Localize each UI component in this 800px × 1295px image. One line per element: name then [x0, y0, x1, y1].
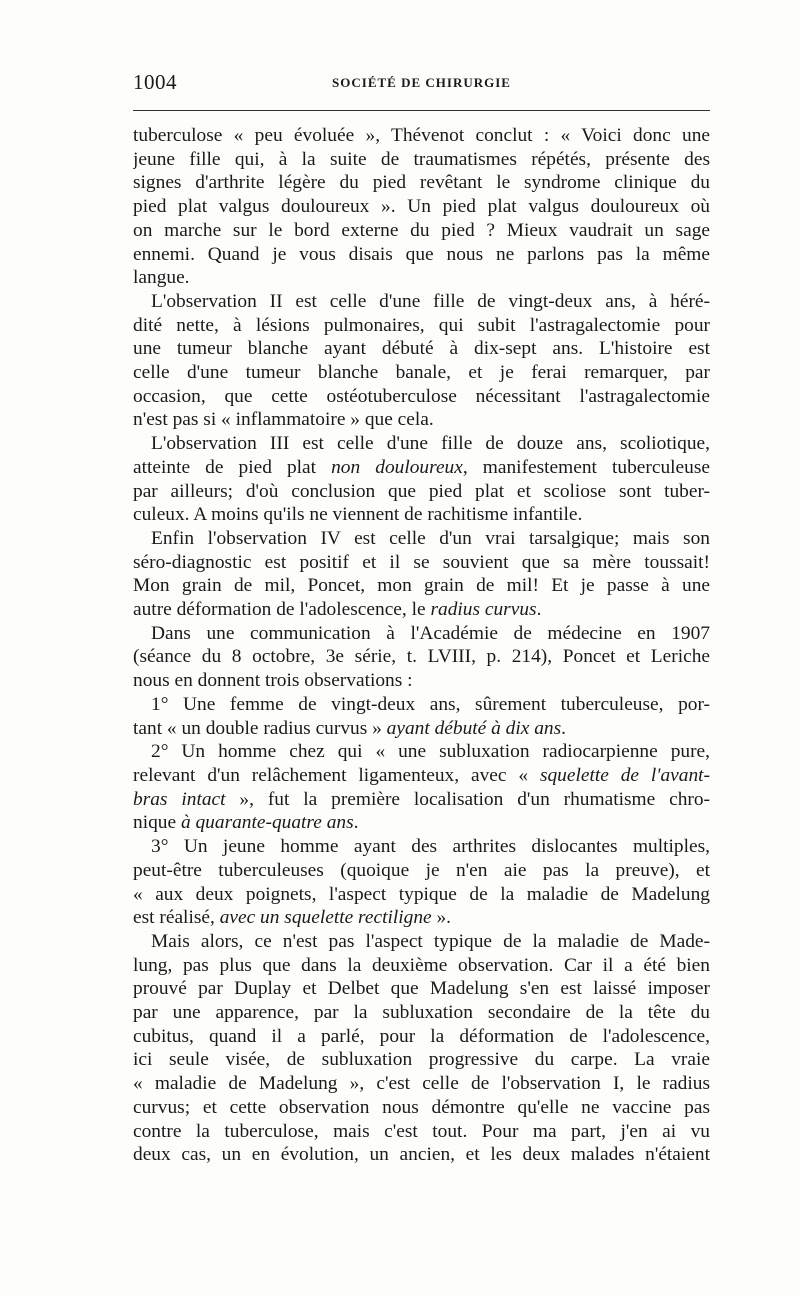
text-line: pied plat valgus douloureux ». Un pied plat valgus douloureux où [133, 196, 710, 218]
text-line: 1° Une femme de vingt-deux ans, sûrement tuberculeuse, por- [151, 693, 710, 715]
text-line: « aux deux poignets, l'aspect typique de la maladie de Madelung [133, 883, 710, 905]
text-line [133, 456, 710, 480]
text-line: occasion, que cette ostéotuberculose nécessitant l'astragalectomie [133, 385, 710, 407]
text-line: langue. [133, 267, 190, 289]
text-segment: ». [431, 907, 452, 929]
text-segment: . [536, 599, 542, 621]
text-line: 3° Un jeune homme ayant des arthrites dislocantes multiples, [151, 836, 710, 858]
text-line: (séance du 8 octobre, 3e série, t. LVIII, p. 214), Poncet et Leriche [133, 646, 710, 668]
text-line: cubitus, quand il a parlé, pour la déformation de l'adolescence, [133, 1025, 710, 1047]
running-title: SOCIÉTÉ DE CHIRURGIE [332, 75, 511, 90]
italic-phrase: avec un squelette rectiligne [219, 907, 432, 929]
text-line: n'est pas si « inflammatoire » que cela. [133, 409, 434, 431]
text-line: séro-diagnostic est positif et il se souvient que sa mère toussait! [133, 551, 710, 573]
text-line: deux cas, un en évolution, un ancien, et les deux malades n'étaient [133, 1144, 710, 1166]
header-rule [133, 110, 710, 111]
text-line: L'observation III est celle d'une fille de douze ans, scoliotique, [151, 433, 710, 455]
text-segment: . [561, 717, 566, 739]
text-line [133, 906, 710, 930]
text-line: Mon grain de mil, Poncet, mon grain de mil! Et je passe à une [133, 575, 710, 597]
text-line: on marche sur le bord externe du pied ? Mieux vaudrait un sage [133, 219, 710, 241]
text-line: jeune fille qui, à la suite de traumatismes répétés, présente des [133, 148, 710, 170]
italic-phrase: ayant débuté à dix ans [386, 717, 562, 739]
text-line: une tumeur blanche ayant débuté à dix-sept ans. L'histoire est [133, 338, 710, 360]
text-line: par ailleurs; d'où conclusion que pied plat et scoliose sont tuber- [133, 480, 710, 502]
text-segment: est réalisé, [133, 907, 220, 929]
text-line: L'observation II est celle d'une fille de vingt-deux ans, à héré- [151, 290, 710, 312]
text-line [133, 788, 710, 812]
text-line: ici seule visée, de subluxation progressive du carpe. La vraie [133, 1049, 710, 1071]
text-line: dité nette, à lésions pulmonaires, qui subit l'astragalectomie pour [133, 314, 710, 336]
text-segment: », fut la première localisation d'un rhumatisme chro- [225, 788, 710, 810]
text-line: peut-être tuberculeuses (quoique je n'en aie pas la preuve), et [133, 859, 710, 881]
text-line: par une apparence, par la subluxation secondaire de la tête du [133, 1002, 710, 1024]
text-segment: , manifestement tuberculeuse [462, 456, 710, 478]
body-text [133, 124, 710, 1167]
text-line: 2° Un homme chez qui « une subluxation radiocarpienne pure, [151, 741, 710, 763]
text-line: curvus; et cette observation nous démontre qu'elle ne vaccine pas [133, 1096, 710, 1118]
text-line: nous en donnent trois observations : [133, 670, 413, 692]
text-line: ennemi. Quand je vous disais que nous ne parlons pas la même [133, 243, 710, 265]
text-segment: autre déformation de l'adolescence, le [133, 599, 431, 621]
italic-phrase: non douloureux [331, 456, 463, 478]
text-segment: tant « un double radius curvus » [133, 717, 387, 739]
text-segment: . [353, 812, 359, 834]
text-line [133, 717, 710, 741]
text-line: tuberculose « peu évoluée », Thévenot conclut : « Voici donc une [133, 125, 710, 146]
text-line [133, 811, 710, 835]
text-line [133, 598, 710, 622]
text-segment: nique [133, 812, 181, 834]
text-line: prouvé par Duplay et Delbet que Madelung s'en est laissé imposer [133, 978, 710, 1000]
text-line [133, 764, 710, 788]
text-line: Enfin l'observation IV est celle d'un vrai tarsalgique; mais son [151, 527, 710, 549]
text-line: « maladie de Madelung », c'est celle de l'observation I, le radius [133, 1073, 710, 1095]
text-line: Mais alors, ce n'est pas l'aspect typique de la maladie de Made- [151, 930, 710, 952]
text-line: celle d'une tumeur blanche banale, et je ferai remarquer, par [133, 362, 710, 384]
text-line: signes d'arthrite légère du pied revêtant le syndrome clinique du [133, 172, 710, 194]
text-segment: atteinte de pied plat [133, 456, 332, 478]
page-header [133, 70, 710, 100]
italic-phrase: à quarante-quatre ans [180, 812, 354, 834]
text-line: Dans une communication à l'Académie de médecine en 1907 [151, 622, 710, 644]
text-segment: relevant d'un relâchement ligamenteux, avec « [133, 764, 540, 786]
page-number: 1004 [133, 70, 177, 94]
text-line: contre la tuberculose, mais c'est tout. Pour ma part, j'en ai vu [133, 1120, 710, 1142]
text-line: culeux. A moins qu'ils ne viennent de rachitisme infantile. [133, 504, 583, 526]
italic-phrase: squelette de l'avant- [539, 764, 710, 786]
italic-phrase: bras intact [133, 788, 226, 810]
text-line: lung, pas plus que dans la deuxième observation. Car il a été bien [133, 954, 710, 976]
italic-phrase: radius curvus [430, 599, 537, 621]
